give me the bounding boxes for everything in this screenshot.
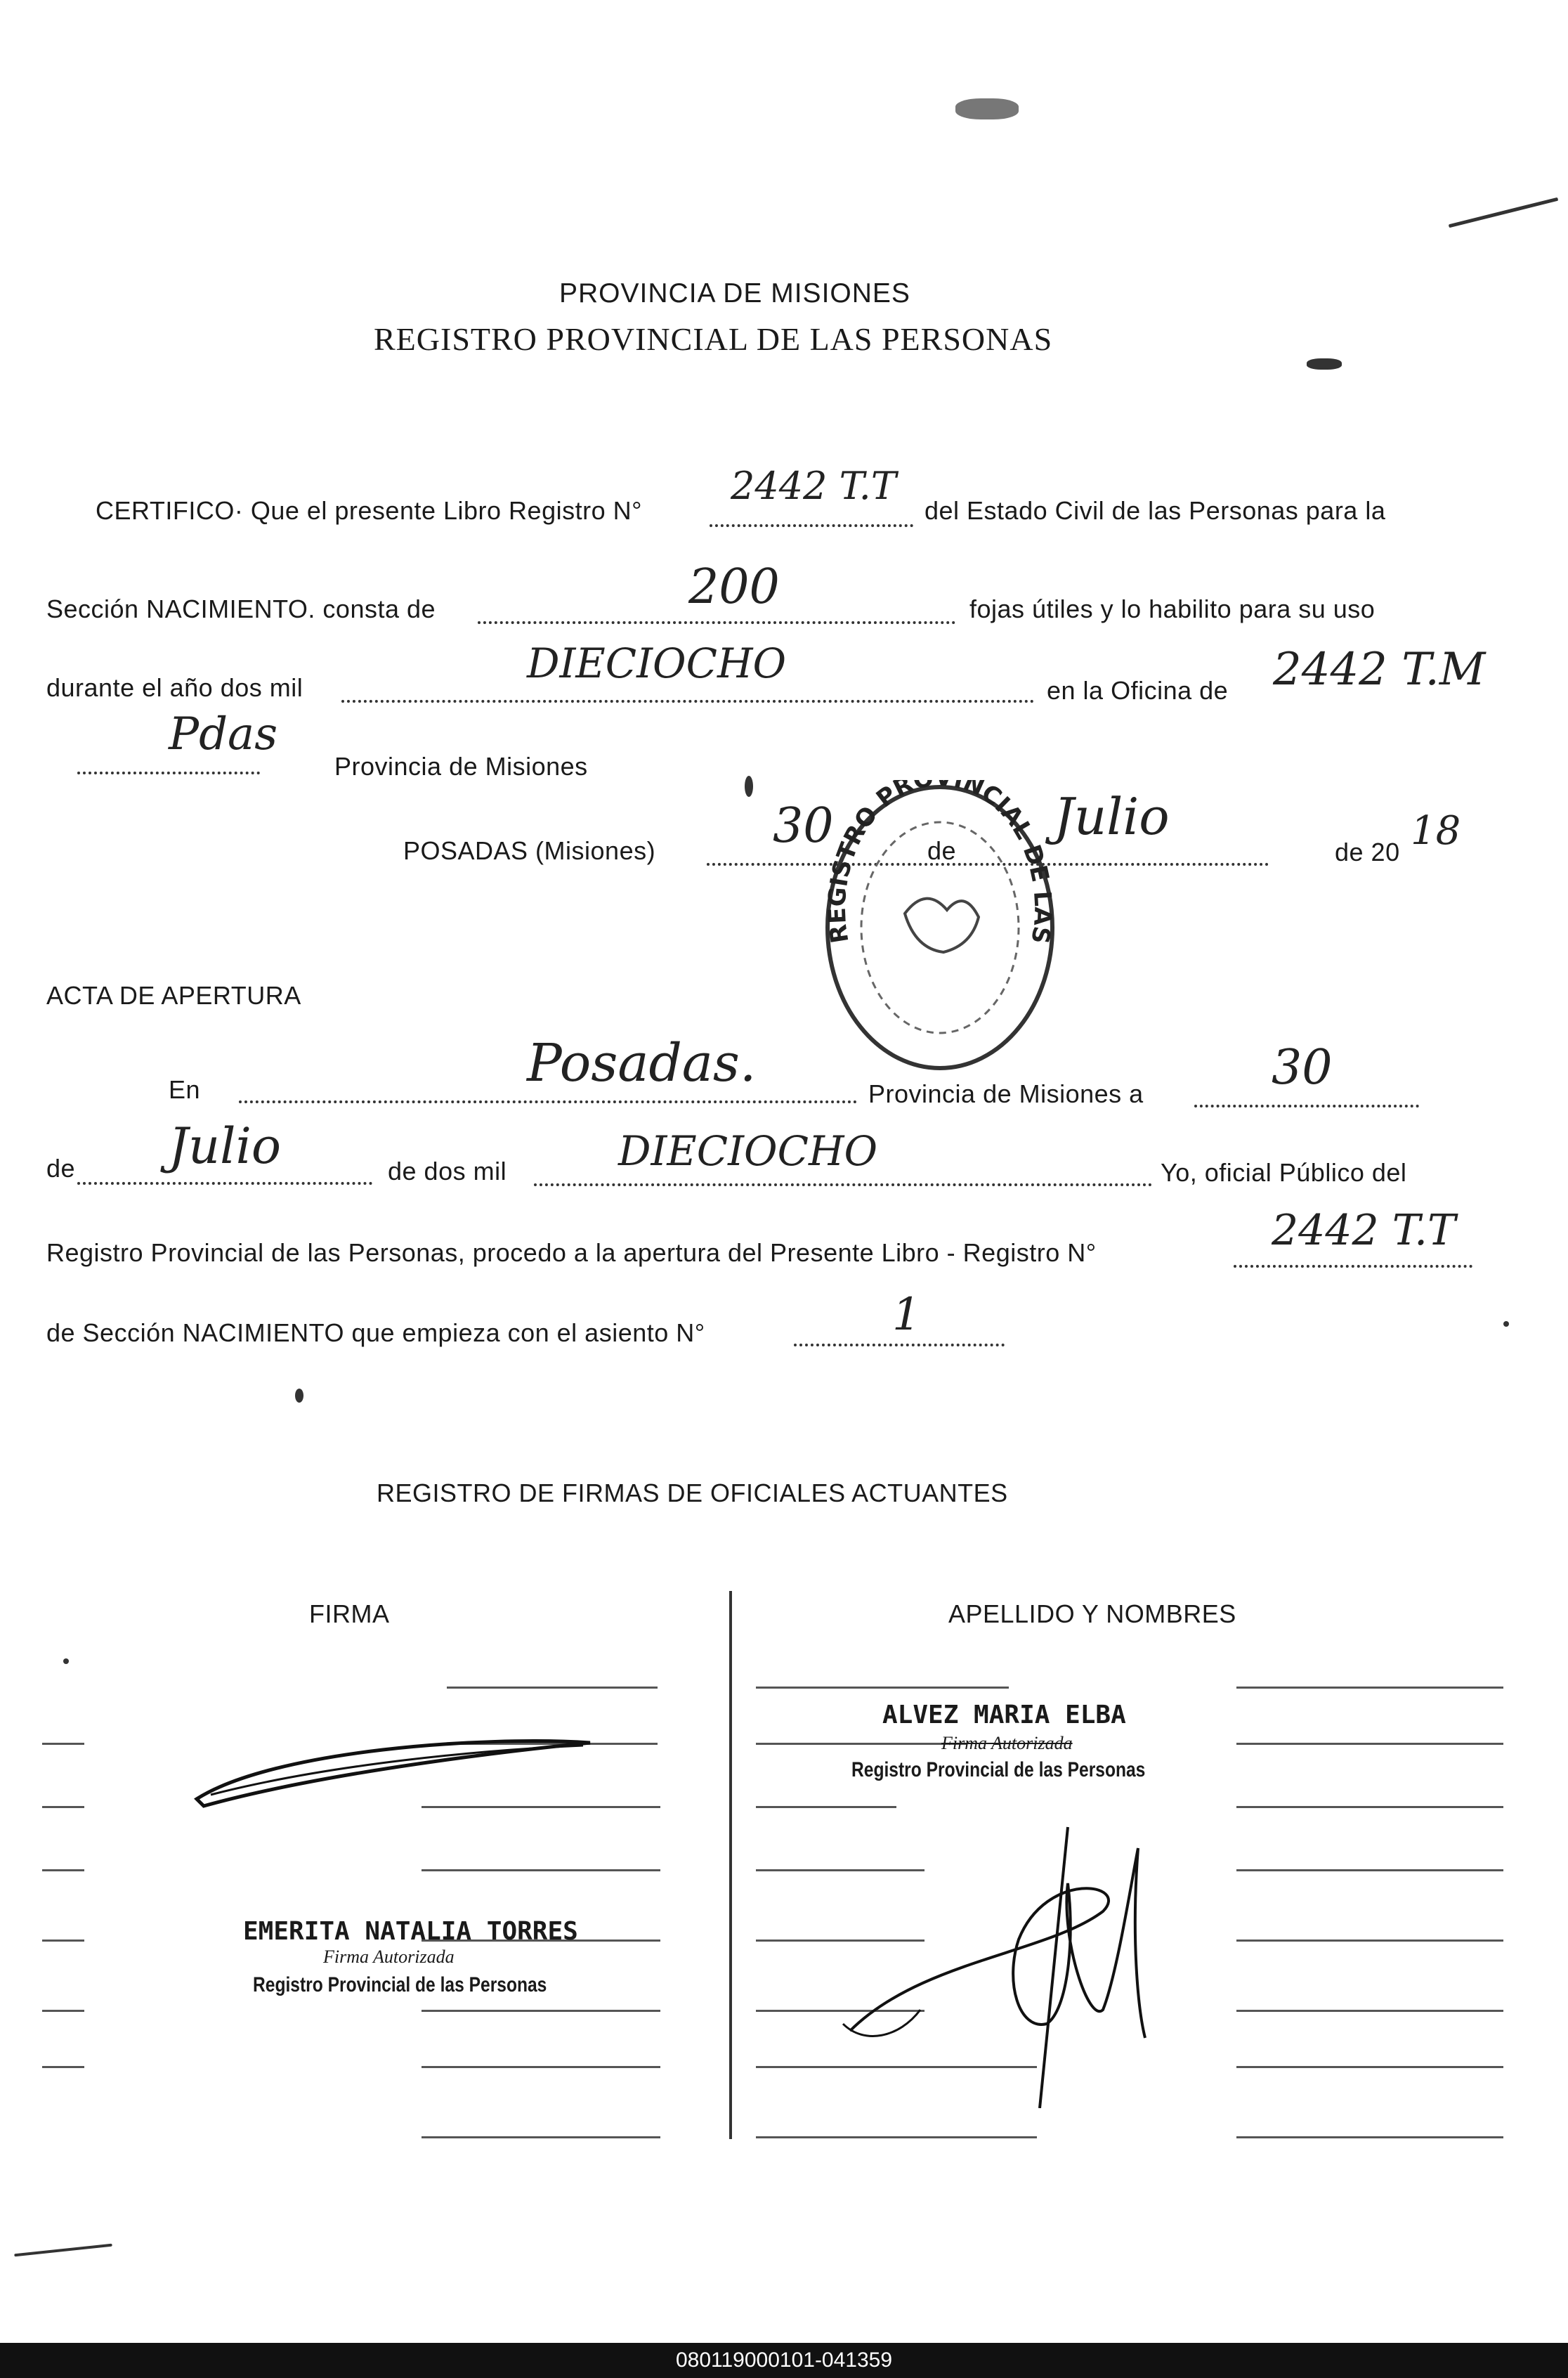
registry-title: REGISTRO PROVINCIAL DE LAS PERSONAS <box>374 321 1053 357</box>
rule <box>1236 2136 1503 2138</box>
rule <box>1236 1869 1503 1871</box>
acta-l2-month: Julio <box>169 1117 282 1175</box>
dotted-fill <box>710 524 913 527</box>
scan-noise <box>295 1389 303 1403</box>
acta-l3-text: Registro Provincial de las Personas, procedo a la apertura del Presente Libro - Registro N° <box>46 1238 1097 1267</box>
cert-line5-prefix: POSADAS (Misiones) <box>403 836 656 865</box>
cert-line2-value: 200 <box>688 559 780 615</box>
rule <box>756 1687 1009 1689</box>
signature-left <box>190 1722 597 1813</box>
cert-line3-value: DIECIOCHO <box>527 639 787 687</box>
cert-line3-value2: 2442 T.M <box>1273 644 1486 696</box>
scan-noise <box>1503 1321 1509 1327</box>
scan-noise <box>1449 197 1558 228</box>
dotted-fill <box>239 1100 857 1103</box>
scan-noise <box>955 98 1019 119</box>
rule <box>42 2066 84 2068</box>
acta-l2-year: DIECIOCHO <box>618 1127 878 1175</box>
province-title: PROVINCIA DE MISIONES <box>559 278 910 308</box>
acta-l1-place: Posadas. <box>527 1033 757 1093</box>
acta-l2-prefix: de <box>46 1154 76 1183</box>
rule <box>756 2136 1037 2138</box>
cert-line5-year: 18 <box>1411 808 1461 854</box>
rule <box>447 1687 658 1689</box>
dotted-fill <box>77 772 260 774</box>
acta-l2-mid: de dos mil <box>388 1157 507 1185</box>
column-divider <box>729 1591 732 2139</box>
cert-line1-value: 2442 T.T <box>731 464 896 508</box>
rule <box>1236 2010 1503 2012</box>
cert-line3-mid: en la Oficina de <box>1047 676 1229 705</box>
right-stamp-role: Firma Autorizada <box>941 1733 1073 1753</box>
scan-noise <box>63 1658 69 1664</box>
scan-noise <box>1307 358 1342 370</box>
acta-l1-prefix: En <box>169 1075 201 1104</box>
rule <box>42 2010 84 2012</box>
rule <box>1236 1806 1503 1808</box>
cert-line1-suffix: del Estado Civil de las Personas para la <box>925 496 1386 525</box>
acta-l4-text: de Sección NACIMIENTO que empieza con el asiento N° <box>46 1318 705 1347</box>
cert-line5-day: 30 <box>773 798 834 854</box>
acta-l3-value: 2442 T.T <box>1272 1206 1456 1255</box>
cert-line5-de: de <box>927 836 957 865</box>
left-stamp-role: Firma Autorizada <box>323 1947 455 1967</box>
acta-l2-suffix: Yo, oficial Público del <box>1161 1158 1407 1187</box>
signatures-title: REGISTRO DE FIRMAS DE OFICIALES ACTUANTES <box>377 1479 1008 1507</box>
scan-noise <box>14 2244 112 2257</box>
cert-line4-suffix: Provincia de Misiones <box>334 752 588 781</box>
cert-line2-prefix: Sección NACIMIENTO. consta de <box>46 594 436 623</box>
cert-line5-month: Julio <box>1054 787 1170 846</box>
document-code: 080119000101-041359 <box>0 2343 1568 2378</box>
cert-line2-suffix: fojas útiles y lo habilito para su uso <box>969 594 1376 623</box>
rule <box>42 1940 84 1942</box>
dotted-fill <box>1234 1265 1472 1268</box>
dotted-fill <box>478 621 955 624</box>
right-stamp-org: Registro Provincial de las Personas <box>851 1758 1146 1781</box>
cert-line5-year-prefix: de 20 <box>1335 838 1400 866</box>
rule <box>42 1806 84 1808</box>
scan-noise <box>745 776 753 797</box>
left-stamp-org: Registro Provincial de las Personas <box>253 1973 547 1996</box>
rule <box>1236 1687 1503 1689</box>
rule <box>422 2010 660 2012</box>
rule <box>1236 2066 1503 2068</box>
rule <box>756 1743 967 1745</box>
rule <box>1236 1940 1503 1942</box>
rule <box>422 2136 660 2138</box>
dotted-fill <box>794 1344 1005 1346</box>
col-apellido: APELLIDO Y NOMBRES <box>948 1599 1236 1628</box>
cert-line3-prefix: durante el año dos mil <box>46 673 303 702</box>
acta-l4-value: 1 <box>892 1289 921 1341</box>
signature-right <box>836 1799 1201 2108</box>
rule <box>1236 1743 1503 1745</box>
dotted-fill <box>534 1183 1152 1186</box>
registry-seal <box>821 780 1059 1075</box>
svg-text:REGISTRO PROVINCIAL DE LAS PER <box>821 780 1057 946</box>
right-stamp-name: ALVEZ MARIA ELBA <box>882 1701 1126 1729</box>
acta-title: ACTA DE APERTURA <box>46 981 301 1010</box>
seal-text: REGISTRO PR NCIAL DE LAS <box>823 780 1057 946</box>
cert-line4-value: Pdas <box>169 708 278 760</box>
left-stamp-name: EMERITA NATALIA TORRES <box>243 1917 578 1946</box>
dotted-fill <box>77 1182 372 1185</box>
dotted-fill <box>341 700 1034 703</box>
rule <box>42 1869 84 1871</box>
col-firma: FIRMA <box>309 1599 390 1628</box>
rule <box>422 2066 660 2068</box>
cert-line1-prefix: CERTIFICO· Que el presente Libro Registro N° <box>96 496 642 525</box>
rule <box>422 1869 660 1871</box>
acta-l1-mid: Provincia de Misiones a <box>868 1079 1144 1108</box>
acta-l1-day: 30 <box>1272 1040 1333 1096</box>
rule <box>42 1743 84 1745</box>
dotted-fill <box>1194 1105 1419 1107</box>
